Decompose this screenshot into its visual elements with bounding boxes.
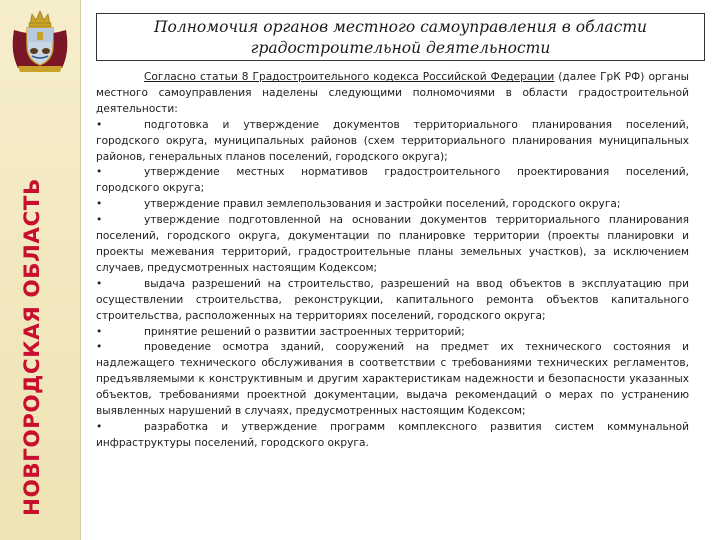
document-body	[96, 70, 689, 452]
list-item-text: утверждение правил землепользования и застройки поселений, городского округа;	[144, 198, 621, 211]
list-item	[96, 340, 689, 420]
list-item-text: разработка и утверждение программ комплексного развития систем коммунальной инфраструктуры поселений, городского округа.	[96, 420, 689, 449]
bullet-icon: •	[96, 277, 103, 290]
list-item-text: выдача разрешений на строительство, разрешений на ввод объектов в эксплуатацию при осуществлении строительства, реконструкции, капитального ремонта объектов капитального строительства, расположенных на территориях поселений, городского округа;	[96, 277, 689, 322]
list-item	[96, 118, 689, 166]
list-item	[96, 420, 689, 452]
sidebar-divider	[80, 0, 81, 540]
bullet-icon: •	[96, 341, 103, 354]
list-item-text: проведение осмотра зданий, сооружений на предмет их технического состояния и надлежащего технического обслуживания в соответствии с требованиями технических регламентов, предъявляемыми к конструктивным и другим характеристикам надежности и безопасности указанных объектов, требованиями проектной документации, выдача рекомендаций о мерах по устранению выявленных нарушений в случаях, предусмотренных настоящим Кодексом;	[96, 341, 689, 418]
list-item-text: утверждение подготовленной на основании документов территориального планирования поселений, городского округа, документации по планировке территории (проекты планировки и проекты межевания территорий, градостроительные планы земельных участков), за исключением случаев, предусмотренных настоящим Кодексом;	[96, 214, 689, 274]
bullet-icon: •	[96, 214, 103, 227]
list-item	[96, 165, 689, 197]
bullet-icon: •	[96, 166, 103, 179]
list-item-text: подготовка и утверждение документов территориального планирования поселений, городского округа, муниципальных районов (схем территориального планирования муниципальных районов, генеральных планов поселений, городского округа);	[96, 118, 689, 163]
list-item	[96, 197, 689, 213]
bullet-icon: •	[96, 198, 103, 211]
region-title: НОВГОРОДСКАЯ ОБЛАСТЬ	[20, 178, 45, 516]
bullet-icon: •	[96, 118, 103, 131]
intro-text: (далее ГрК РФ) органы местного самоуправления наделены следующими полномочиями в области градостроительной деятельности:	[96, 71, 689, 115]
list-item-text: утверждение местных нормативов градостроительного проектирования поселений, городского округа;	[96, 166, 689, 195]
list-item-text: принятие решений о развитии застроенных территорий;	[144, 325, 465, 338]
list-item	[96, 325, 689, 341]
page-title-line-2: градостроительной деятельности	[250, 38, 551, 57]
sidebar	[0, 0, 80, 540]
page-title-line-1: Полномочия органов местного самоуправления в области	[153, 18, 647, 36]
bullet-icon: •	[96, 420, 103, 433]
page-title	[96, 13, 705, 61]
list-item	[96, 277, 689, 325]
bullet-icon: •	[96, 325, 103, 338]
list-item	[96, 213, 689, 277]
intro-law-reference: Согласно статьи 8 Градостроительного кодекса Российской Федерации	[144, 71, 555, 83]
intro-paragraph	[96, 70, 689, 118]
coat-of-arms-icon	[10, 8, 70, 74]
